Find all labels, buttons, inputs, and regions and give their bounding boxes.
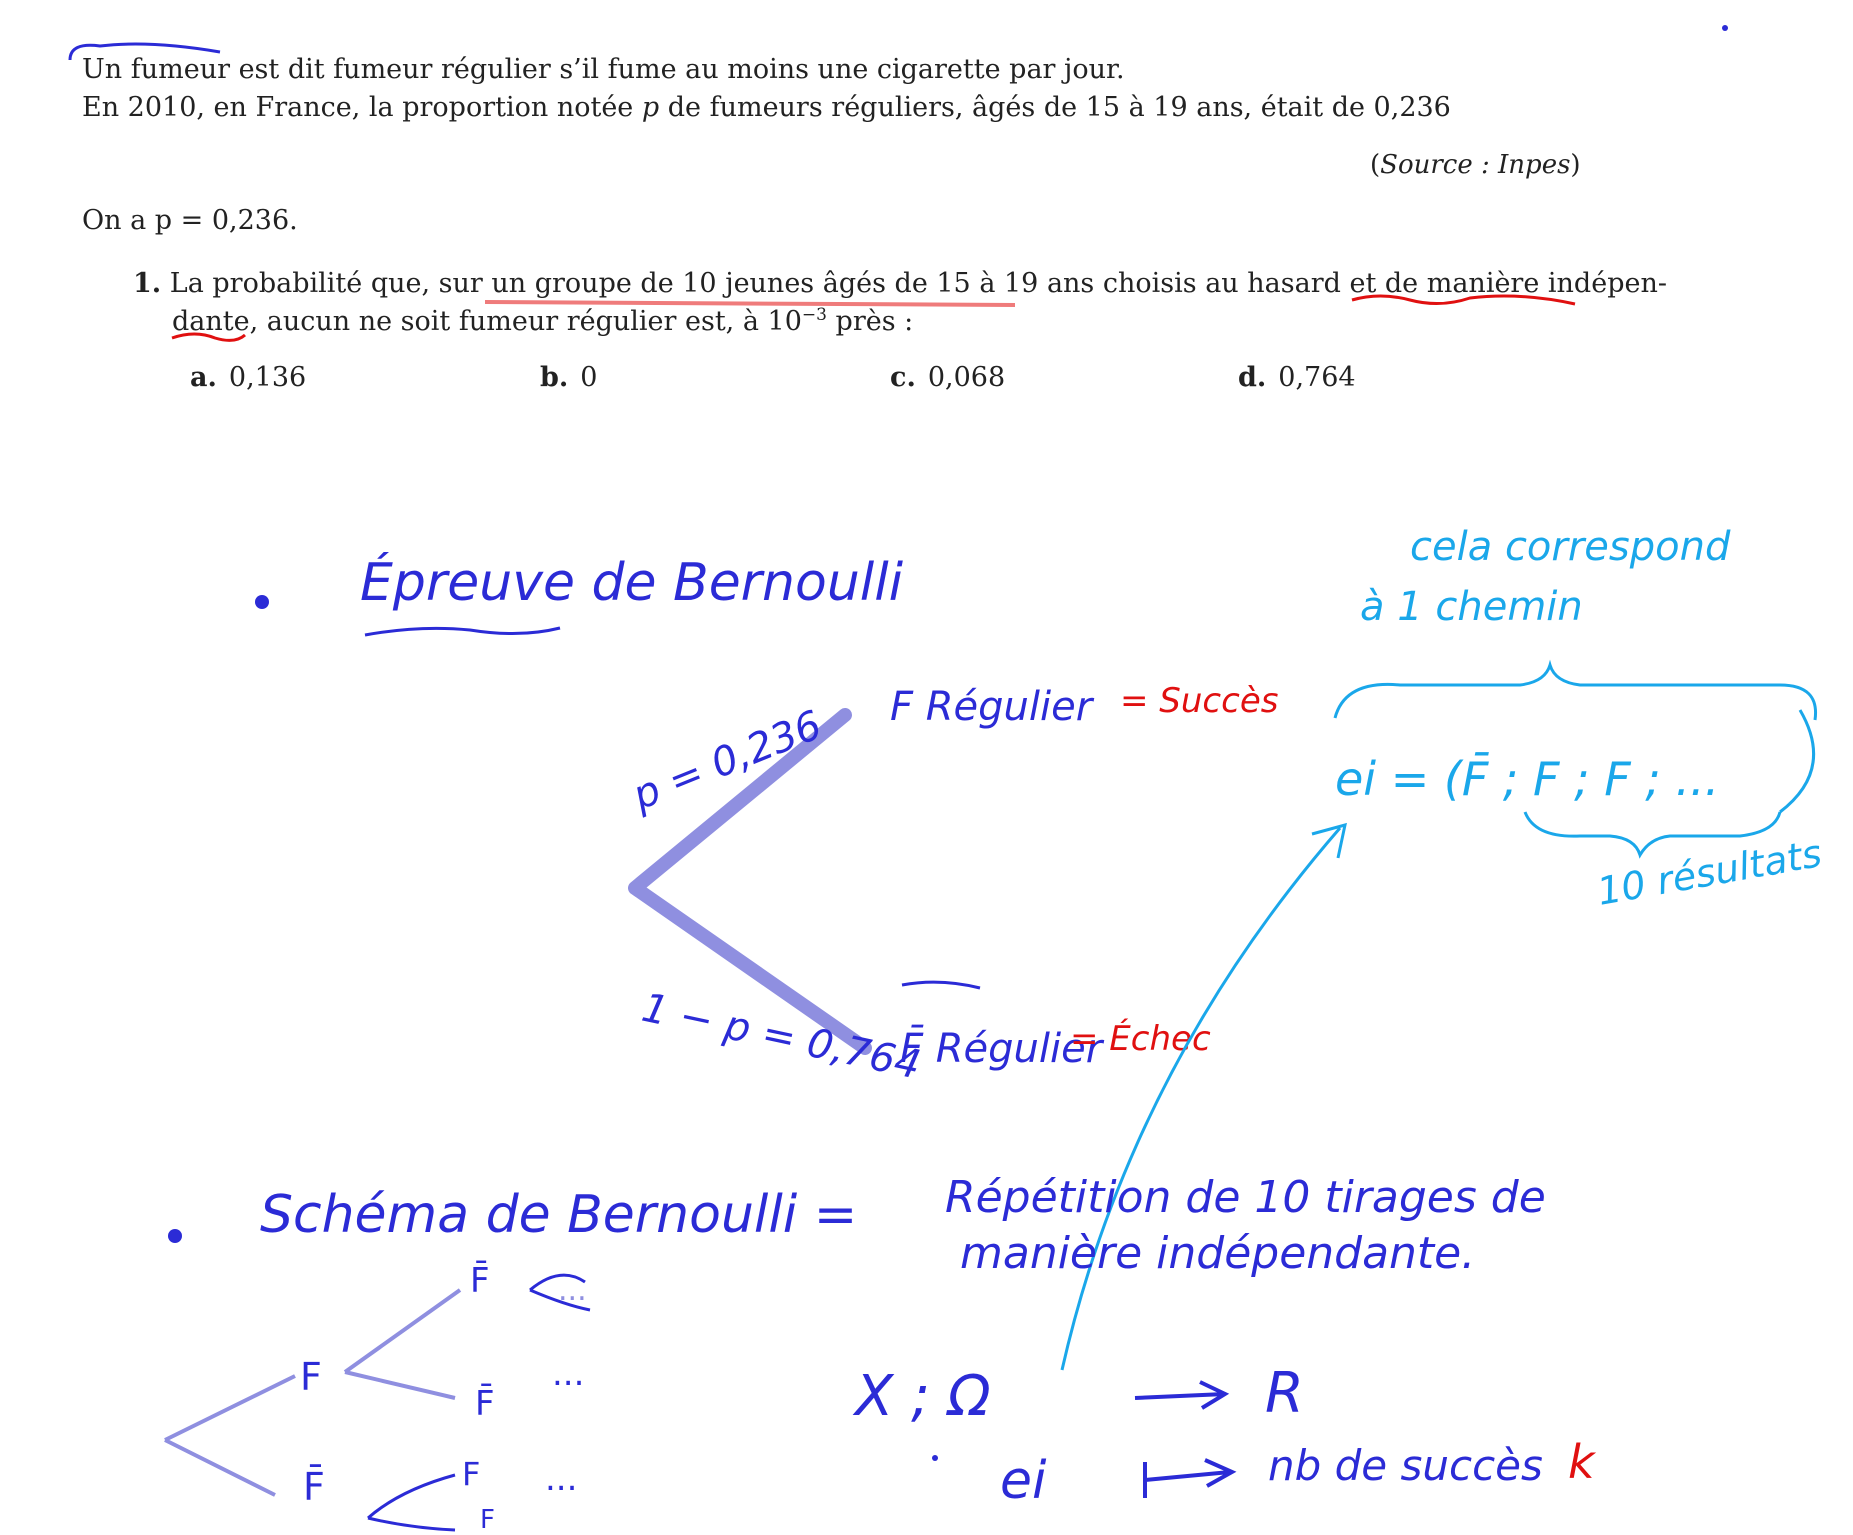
choice-c-value: 0,068 <box>927 362 1006 393</box>
map-arrow-1 <box>1135 1382 1225 1408</box>
tree-ellipsis-mid: ... <box>552 1354 585 1394</box>
tree-node-fbar-mid: F̄ <box>475 1384 495 1424</box>
tree-node-fbar-top: F̄ <box>470 1261 490 1301</box>
path-formula: ei = (F̄ ; F ; F ; ... <box>1335 752 1720 806</box>
choice-b-label: b. <box>540 362 569 393</box>
intro-line-1: Un fumeur est dit fumeur régulier s’il fume au moins une cigarette par jour. <box>82 54 1125 85</box>
tree-node-f-lower-1: F <box>462 1455 481 1493</box>
underline-dante <box>172 334 245 340</box>
cyan-arrow-line <box>1062 828 1340 1370</box>
branch-top-prob: p = 0,236 <box>626 702 829 820</box>
note-path-line-2: à 1 chemin <box>1360 584 1583 630</box>
brace-top <box>1335 665 1816 720</box>
brace-mark-fumeur <box>70 44 220 60</box>
small-tree-lower-branches <box>368 1475 455 1530</box>
map-line-1-right: R <box>1265 1361 1304 1426</box>
choice-a-label: a. <box>190 362 217 393</box>
branch-bottom-result: = Échec <box>1070 1019 1211 1059</box>
intro-line-2-b: de fumeurs réguliers, âgés de 15 à 19 ans, était de 0,236 <box>659 92 1451 123</box>
question-number: 1. <box>133 268 162 299</box>
underline-groupe <box>485 302 1015 305</box>
source-close-paren: ) <box>1570 150 1581 180</box>
tree-node-f: F <box>300 1355 322 1399</box>
tree-node-fbar-root: F̄ <box>303 1465 325 1509</box>
note-results: 10 résultats <box>1593 831 1825 914</box>
question-text-line-1: La probabilité que, sur un groupe de 10 jeunes âgés de 15 à 19 ans choisis au hasard et de manière indépen- <box>169 268 1667 299</box>
map-line-2-right: nb de succès <box>1268 1441 1543 1490</box>
source-open-paren: ( <box>1370 150 1381 180</box>
bullet-1-title: Épreuve de Bernoulli <box>360 553 904 613</box>
bullet-1-dot <box>255 595 269 609</box>
branch-top-result: = Succès <box>1120 681 1279 721</box>
branch-bottom-outcome: F̄ Régulier <box>900 1026 1103 1072</box>
intro-line-2-var: p <box>641 92 660 123</box>
intro-line-2-a: En 2010, en France, la proportion notée <box>82 92 642 123</box>
choice-b-value: 0 <box>580 362 598 393</box>
choice-d-label: d. <box>1238 362 1267 393</box>
bullet-2-desc-line-1: Répétition de 10 tirages de <box>945 1172 1546 1223</box>
stray-dot <box>1722 25 1728 31</box>
small-tree-root-branches <box>165 1376 295 1495</box>
question-exponent: −3 <box>801 305 827 325</box>
map-dot <box>932 1455 938 1461</box>
choice-d-value: 0,764 <box>1278 362 1356 393</box>
map-arrow-2 <box>1145 1460 1232 1498</box>
map-line-2-left: ei <box>1000 1451 1047 1511</box>
bullet-1-underline <box>365 628 560 635</box>
tree-ellipsis-low: ... <box>545 1459 578 1499</box>
tree-node-f-lower-2: F <box>480 1505 495 1535</box>
question-text-line-2-a: dante, aucun ne soit fumeur régulier est, à 10 <box>172 306 802 337</box>
bullet-2-title: Schéma de Bernoulli = <box>260 1185 858 1245</box>
map-line-1-left: X ; Ω <box>855 1364 991 1429</box>
branch-bottom-prob: 1 − p = 0,764 <box>637 984 925 1089</box>
underline-maniere <box>1352 296 1575 304</box>
choice-a-value: 0,136 <box>228 362 307 393</box>
branch-top-outcome: F Régulier <box>890 684 1093 730</box>
bullet-2-desc-line-2: manière indépendante. <box>960 1228 1476 1279</box>
choice-c-label: c. <box>890 362 916 393</box>
on-a-line: On a p = 0,236. <box>82 205 298 236</box>
bullet-2-dot <box>168 1229 182 1243</box>
map-line-2-k: k <box>1568 1435 1595 1489</box>
path-formula-close-paren <box>1780 710 1814 812</box>
note-path-line-1: cela correspond <box>1410 524 1731 570</box>
question-text-line-2-b: près : <box>826 306 914 337</box>
small-tree-upper-branches <box>345 1290 460 1398</box>
source-text: Source : Inpes <box>1380 150 1571 180</box>
tree-ellipsis-top: ... <box>558 1273 587 1308</box>
branch-bottom-bar <box>902 982 980 988</box>
